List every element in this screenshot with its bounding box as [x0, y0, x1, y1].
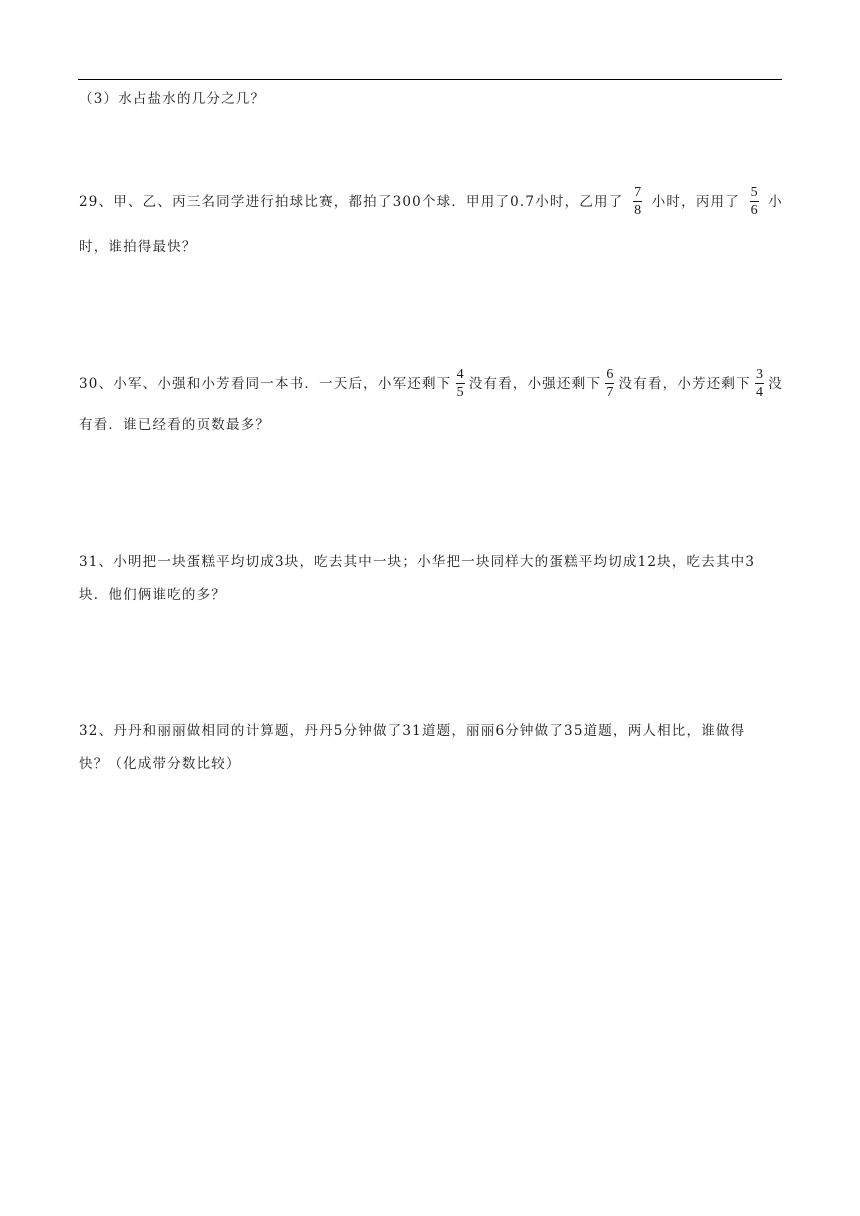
- question-29-line-1: [79, 186, 783, 218]
- fraction-5-6: [750, 186, 759, 218]
- question-29-line-2: 时，谁拍得最快？: [79, 239, 197, 255]
- question-30-text-c: 没有看，小芳还剩下: [618, 376, 751, 392]
- fraction-numerator: 7: [634, 185, 642, 200]
- fraction-7-8: [633, 186, 642, 218]
- fraction-4-5: [456, 368, 465, 400]
- fraction-6-7: [605, 368, 614, 400]
- fraction-3-4: [755, 368, 764, 400]
- fraction-numerator: 4: [456, 367, 464, 382]
- fraction-numerator: 3: [756, 367, 764, 382]
- fraction-denominator: 8: [634, 203, 642, 218]
- question-31-line-1: 31、小明把一块蛋糕平均切成3块，吃去其中一块；小华把一块同样大的蛋糕平均切成12块，吃去其中3: [79, 554, 756, 570]
- question-29-text-c: 小: [768, 194, 783, 210]
- question-30-text-b: 没有看，小强还剩下: [468, 376, 602, 392]
- question-30-text-d: 没: [768, 376, 783, 392]
- fraction-denominator: 6: [750, 203, 758, 218]
- fraction-numerator: 6: [606, 367, 614, 382]
- fraction-denominator: 5: [456, 385, 464, 400]
- fraction-numerator: 5: [750, 185, 758, 200]
- question-31-line-2: 块．他们俩谁吃的多？: [79, 587, 226, 603]
- fraction-denominator: 7: [606, 385, 614, 400]
- question-32-line-1: 32、丹丹和丽丽做相同的计算题，丹丹5分钟做了31道题，丽丽6分钟做了35道题，两人相比，谁做得: [79, 723, 746, 739]
- question-30-line-2: 有看．谁已经看的页数最多？: [79, 417, 271, 433]
- question-30-text-a: 30、小军、小强和小芳看同一本书．一天后，小军还剩下: [79, 376, 452, 392]
- question-29-text-b: 小时，丙用了: [651, 194, 740, 210]
- fraction-denominator: 4: [756, 385, 764, 400]
- question-32-line-2: 快？（化成带分数比较）: [79, 756, 241, 772]
- question-30-line-1: [79, 368, 783, 400]
- question-28-part-3: （3）水占盐水的几分之几？: [79, 91, 266, 107]
- header-rule: [78, 79, 782, 80]
- question-29-text-a: 29、甲、乙、丙三名同学进行拍球比赛，都拍了300个球．甲用了0.7小时，乙用了: [79, 194, 624, 210]
